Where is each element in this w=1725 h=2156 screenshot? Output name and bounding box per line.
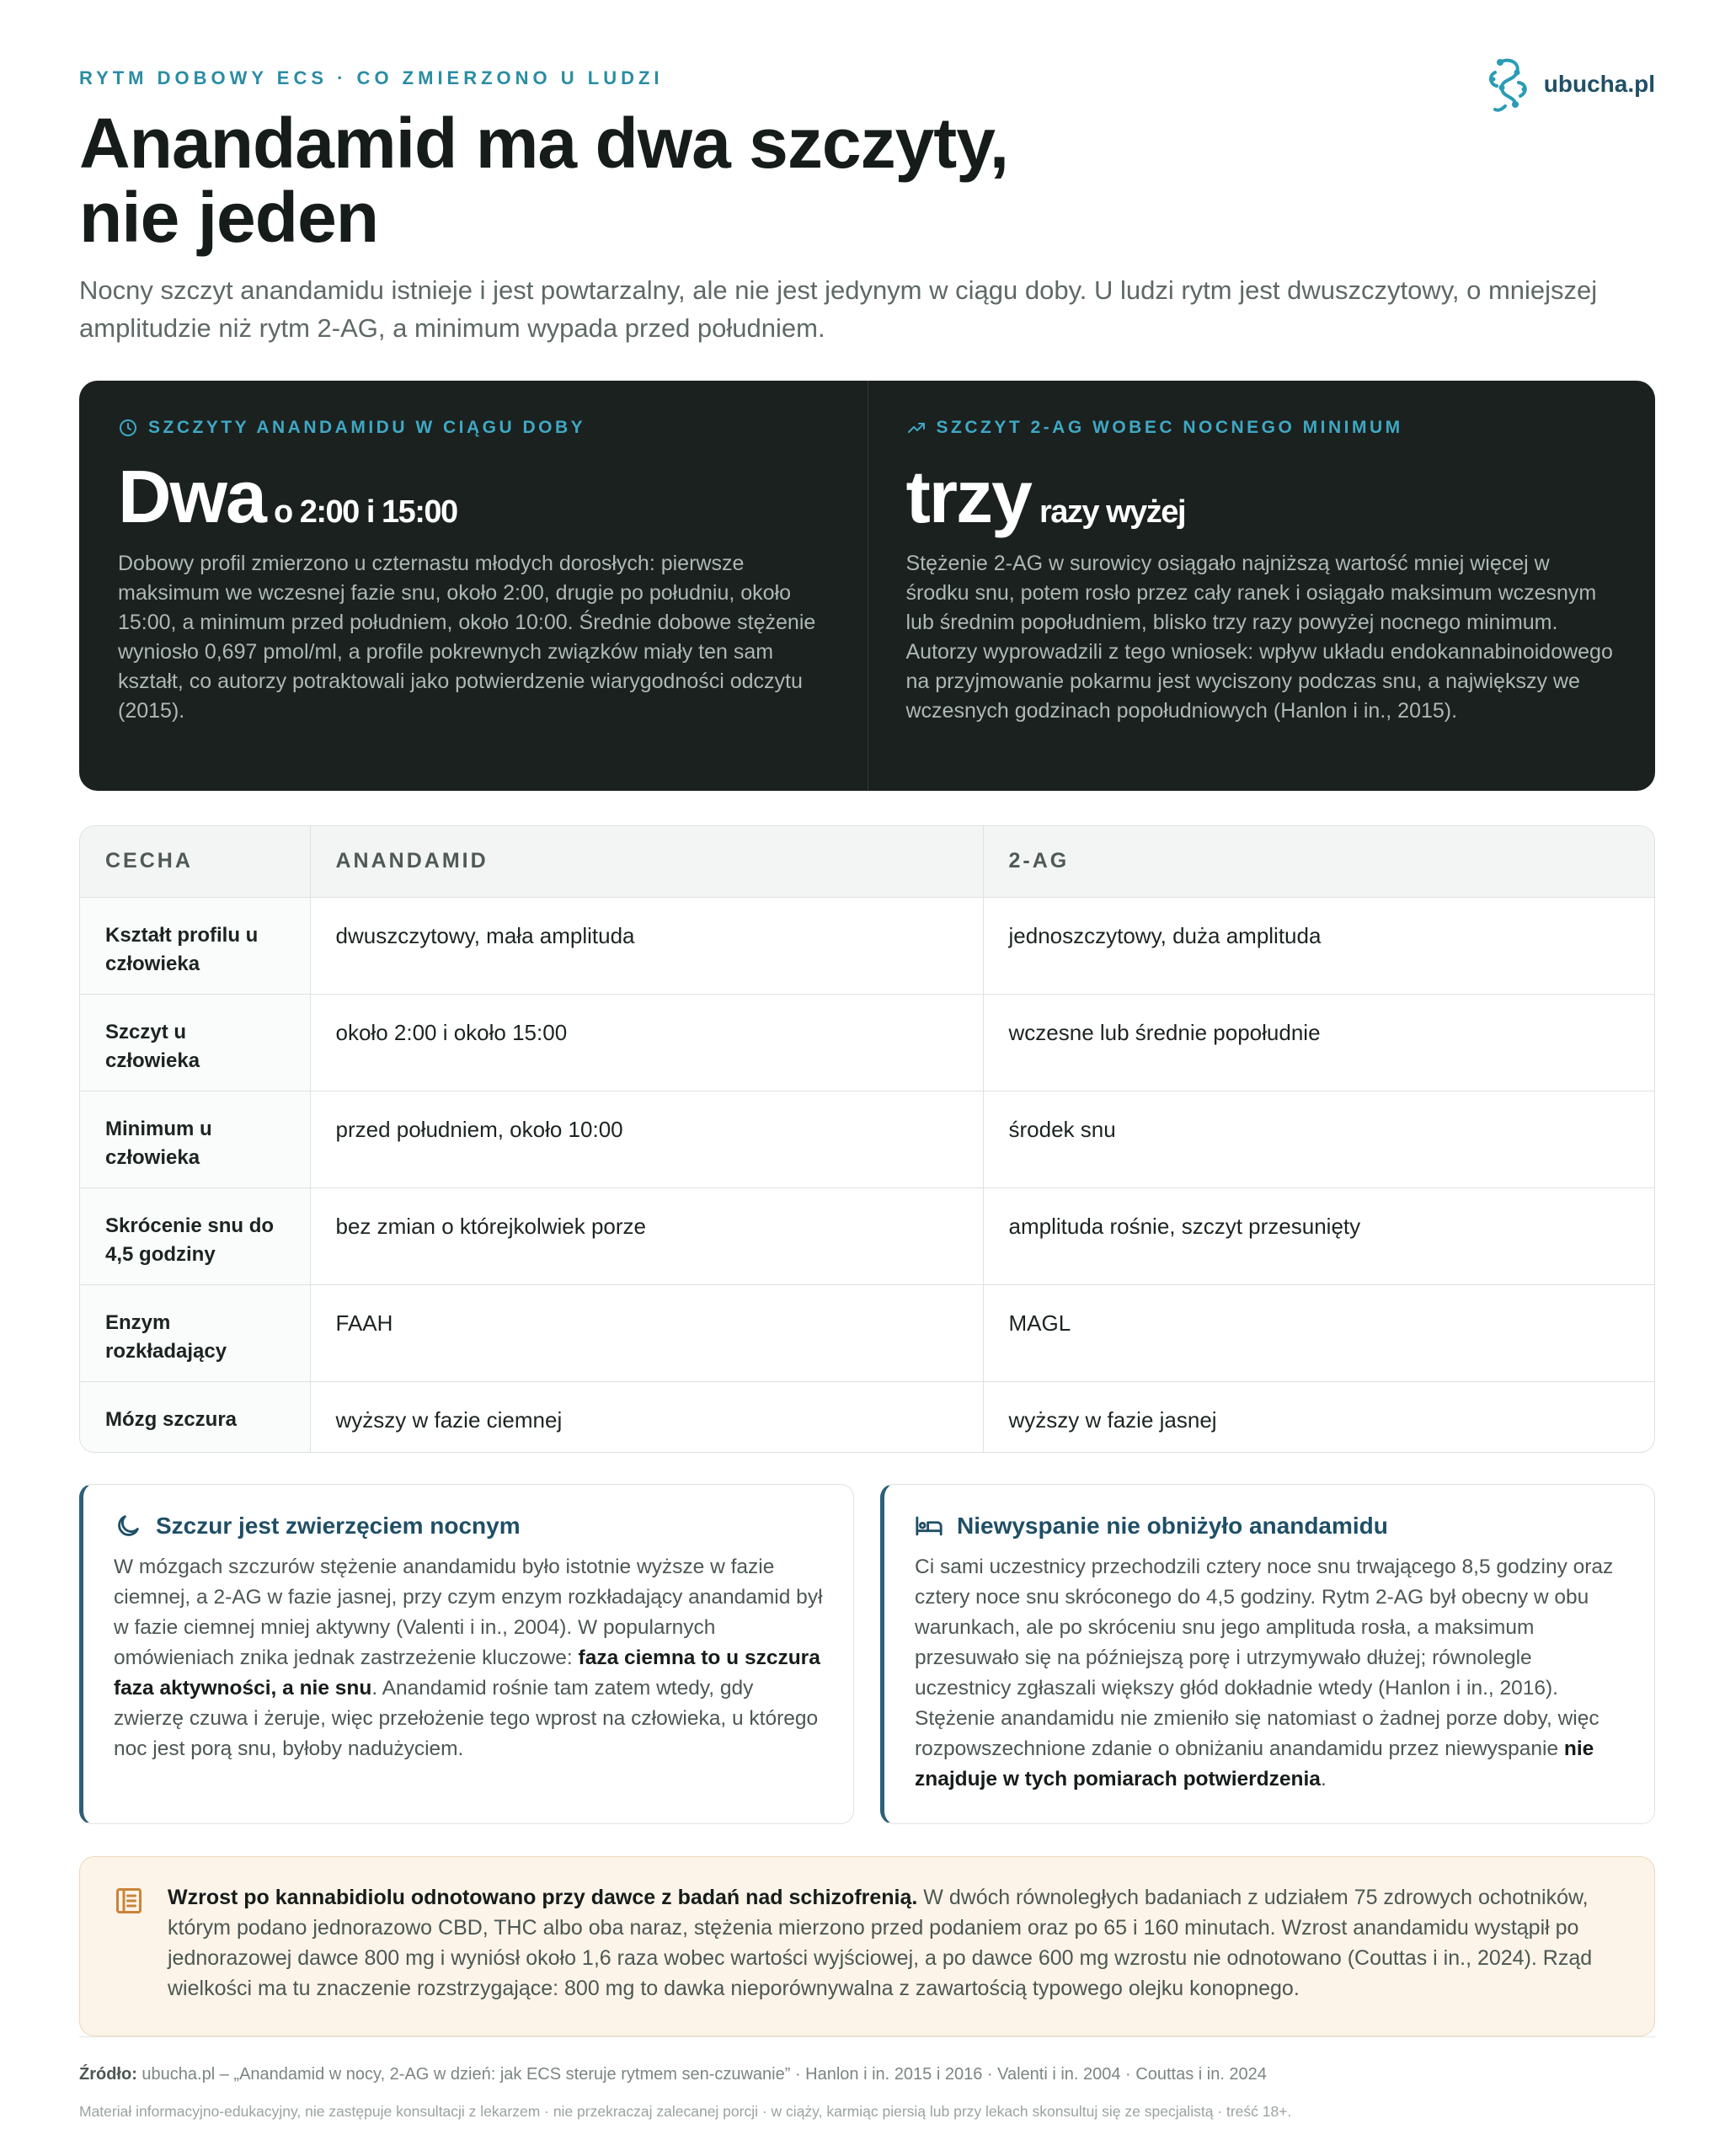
stat-2ag-peak [868, 381, 1656, 791]
card-title: Niewyspanie nie obniżyło anandamidu [957, 1513, 1388, 1539]
table-cell-feature: Szczyt u człowieka [80, 994, 310, 1091]
table-cell-anandamide: dwuszczytowy, mała amplituda [310, 897, 983, 994]
stat-label: SZCZYT 2-AG WOBEC NOCNEGO MINIMUM [936, 418, 1403, 437]
card-body [915, 1552, 1624, 1795]
table-cell-anandamide: bez zmian o którejkolwiek porze [310, 1187, 983, 1284]
table-cell-feature: Enzym rozkładający [80, 1284, 310, 1381]
stat-description: Dobowy profil zmierzono u czternastu młodych dorosłych: pierwsze maksimum we wczesnej fazie snu, około 2:00, drugie po południu, około 15:00, a minimum przed południem, około 10:00. Średnie dobowe stężenie wyniosło 0,697 pmol/ml, a profile pokrewnych związków miały ten sam kształt, co autorzy potraktowali jako potwierdzenie wiarygodności odczytu (2015). [118, 552, 816, 723]
table-row [80, 1091, 1654, 1187]
table-row [80, 897, 1654, 994]
table-row [80, 1381, 1654, 1452]
card-title-row [114, 1512, 823, 1540]
table-cell-feature: Kształt profilu u człowieka [80, 897, 310, 994]
stat-big-number: Dwa [118, 455, 265, 538]
table-row [80, 1284, 1654, 1381]
table-cell-2ag: amplituda rośnie, szczyt przesunięty [983, 1187, 1654, 1284]
info-card-rat-nocturnal [79, 1484, 854, 1824]
card-text-bold: nie znajduje w tych pomiarach potwierdzenia [915, 1737, 1594, 1790]
card-text-part: W mózgach szczurów stężenie anandamidu było istotnie wyższe w fazie ciemnej, a 2-AG w fazie jasnej, przy czym enzym rozkładający anandamid był w fazie ciemnej mniej aktywny (Valenti i in., 2004). W popularnych omówieniach znika jednak zastrzeżenie kluczowe: [114, 1556, 823, 1669]
card-text-bold: faza ciemna to u szczura faza aktywności, a nie snu [114, 1646, 820, 1700]
disclaimer: Materiał informacyjno-edukacyjny, nie zastępuje konsultacji z lekarzem · nie przekraczaj zalecanej porcji · w ciąży, karmiąc piersią lub przy lekach skonsultuj się ze specjalistą · treść 18+. [79, 2103, 1292, 2120]
card-title: Szczur jest zwierzęciem nocnym [156, 1513, 521, 1539]
stat-big-suffix: razy wyżej [1039, 494, 1185, 530]
title-line-2: nie jeden [79, 178, 379, 257]
stat-description: Stężenie 2-AG w surowicy osiągało najniższą wartość mniej więcej w środku snu, potem rosło przez cały ranek i osiągało maksimum wczesnym lub średnim popołudniem, blisko trzy razy powyżej nocnego minimum. Autorzy wyprowadzili z tego wniosek: wpływ układu endokannabinoidowego na przyjmowanie pokarmu jest wyciszony podczas snu, a największy we wczesnych godzinach popołudniowych (Hanlon i in., 2015). [905, 552, 1613, 723]
table-row [80, 1187, 1654, 1284]
lead-paragraph: Nocny szczyt anandamidu istnieje i jest powtarzalny, ale nie jest jedynym w ciągu doby. U ludzi rytm jest dwuszczytowy, o mniejszej amplitudzie niż rytm 2-AG, a minimum wypada przed południem. [79, 275, 1598, 343]
source-text: ubucha.pl – „Anandamid w nocy, 2-AG w dzień: jak ECS steruje rytmem sen-czuwanie” · Hanlon i in. 2015 i 2016 · Valenti i in. 2004 · Couttas i in. 2024 [136, 2065, 1267, 2084]
stat-big-suffix: o 2:00 i 15:00 [273, 494, 457, 530]
table-cell-anandamide: przed południem, około 10:00 [310, 1091, 983, 1187]
clock-icon [118, 418, 138, 438]
card-text-part: Ci sami uczestnicy przechodzili cztery noce snu trwającego 8,5 godziny oraz cztery noce snu skróconego do 4,5 godziny. Rytm 2-AG był obecny w obu warunkach, ale po skróceniu snu jego amplituda rosła, a maksimum przesuwało się na późniejszą porę i utrzymywało dłużej; równolegle uczestnicy zgłaszali większy głód dokładnie wtedy (Hanlon i in., 2016). Stężenie anandamidu nie zmieniło się natomiast o żadnej porze doby, więc rozpowszechnione zdanie o obniżaniu anandamidu przez niewyspanie [915, 1556, 1614, 1760]
stats-panel [79, 381, 1655, 791]
card-title-row [915, 1512, 1624, 1540]
moon-icon [114, 1512, 142, 1540]
stat-big-number: trzy [905, 455, 1031, 538]
column-header-feature: CECHA [80, 826, 310, 897]
card-text-part: . [1320, 1768, 1327, 1790]
stat-label-row [906, 418, 1617, 438]
trending-up-icon [906, 418, 927, 438]
brand-logo[interactable] [1483, 54, 1655, 115]
info-card-sleep-deprivation [880, 1484, 1655, 1824]
source-label: Źródło: [79, 2065, 137, 2084]
bed-icon [915, 1512, 943, 1540]
table-cell-2ag: jednoszczytowy, duża amplituda [983, 897, 1654, 994]
card-body [114, 1552, 823, 1764]
table-cell-anandamide: około 2:00 i około 15:00 [310, 994, 983, 1091]
page-title [79, 104, 1174, 257]
cbd-note-callout [79, 1856, 1655, 2036]
stat-value-row [118, 455, 829, 538]
column-header-2ag: 2-AG [983, 826, 1654, 897]
table-cell-feature: Skrócenie snu do 4,5 godziny [80, 1187, 310, 1284]
table-cell-anandamide: wyższy w fazie ciemnej [310, 1381, 983, 1452]
note-bold: Wzrost po kannabidiolu odnotowano przy dawce z badań nad schizofrenią. [168, 1886, 918, 1909]
table-cell-2ag: wyższy w fazie jasnej [983, 1381, 1654, 1452]
source-line [79, 2065, 1267, 2084]
note-body: W dwóch równoległych badaniach z udziałem 75 zdrowych ochotników, którym podano jednorazowo CBD, THC albo oba naraz, stężenia mierzono przed podaniem oraz po 65 i 160 minutach. Wzrost anandamidu wystąpił po jednorazowej dawce 800 mg i wyniósł około 1,6 raza wobec wartości wyjściowej, a po dawce 600 mg wzrostu nie odnotowano (Couttas i in., 2024). Rząd wielkości ma tu znaczenie rozstrzygające: 800 mg to dawka nieporównywalna z zawartością typowego olejku konopnego. [168, 1886, 1593, 2000]
table-cell-feature: Mózg szczura [80, 1381, 310, 1452]
footer-divider [79, 2036, 1655, 2037]
stat-label-row [118, 418, 829, 438]
column-header-anandamide: ANANDAMID [310, 826, 983, 897]
bacteria-logo-icon [1483, 54, 1532, 115]
stat-label: SZCZYTY ANANDAMIDU W CIĄGU DOBY [148, 418, 586, 437]
stat-anandamide-peaks [79, 381, 868, 791]
comparison-table [79, 825, 1655, 1453]
card-text-part: . Anandamid rośnie tam zatem wtedy, gdy zwierzę czuwa i żeruje, więc przełożenie tego wprost na człowieka, u którego noc jest porą snu, byłoby nadużyciem. [114, 1677, 819, 1760]
eyebrow-label: RYTM DOBOWY ECS · CO ZMIERZONO U LUDZI [79, 67, 664, 88]
stat-value-row [905, 455, 1617, 538]
table-header-row [80, 826, 1654, 897]
table-cell-anandamide: FAAH [310, 1284, 983, 1381]
logo-text: ubucha.pl [1543, 71, 1655, 97]
table-cell-feature: Minimum u człowieka [80, 1091, 310, 1187]
note-text [168, 1882, 1621, 2036]
table-cell-2ag: MAGL [983, 1284, 1654, 1381]
document-icon [114, 1886, 144, 1916]
table-row [80, 994, 1654, 1091]
title-line-1: Anandamid ma dwa szczyty, [79, 104, 1009, 183]
table-cell-2ag: wczesne lub średnie popołudnie [983, 994, 1654, 1091]
table-cell-2ag: środek snu [983, 1091, 1654, 1187]
